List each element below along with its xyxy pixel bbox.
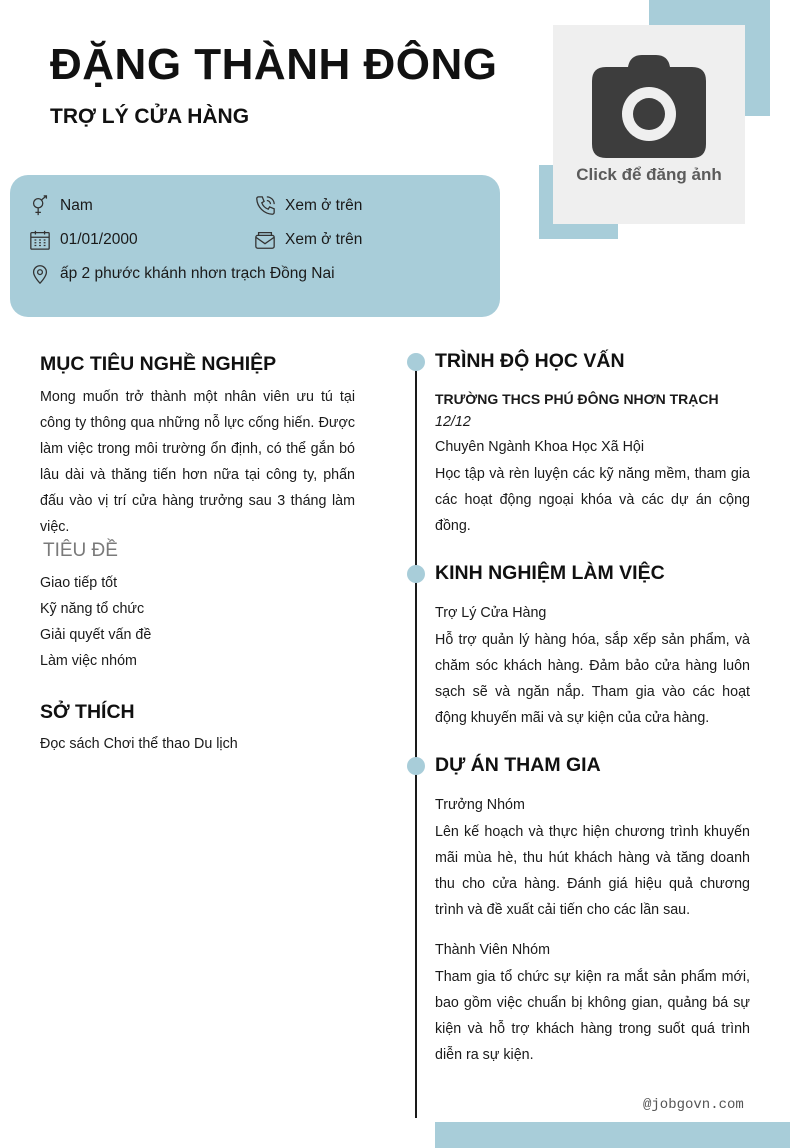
timeline-dot <box>407 757 425 775</box>
education-major: Chuyên Ngành Khoa Học Xã Hội <box>435 439 645 455</box>
phone-icon <box>254 195 276 217</box>
projects-heading: DỰ ÁN THAM GIA <box>435 754 601 776</box>
skill-item: Giao tiếp tốt <box>40 575 118 591</box>
watermark-text: @jobgovn.com <box>643 1097 744 1113</box>
project-role: Trưởng Nhóm <box>435 797 525 813</box>
camera-icon <box>592 55 706 158</box>
address-value: ấp 2 phước khánh nhơn trạch Đồng Nai <box>60 265 335 282</box>
info-phone <box>254 195 362 217</box>
skills-heading: TIÊU ĐỀ <box>43 540 118 561</box>
job-title: TRỢ LÝ CỬA HÀNG <box>50 105 250 128</box>
skill-item: Làm việc nhóm <box>40 653 137 669</box>
photo-upload-caption: Click để đăng ảnh <box>576 165 722 184</box>
info-address <box>29 263 335 285</box>
photo-upload-placeholder[interactable] <box>553 25 745 224</box>
location-pin-icon <box>29 263 51 285</box>
project-description: Lên kế hoạch và thực hiện chương trình khuyến mãi mùa hè, thu hút khách hàng và tăng doanh thu cho cửa hàng. Đánh giá hiệu quả chương trình và đề xuất cải tiến cho các lần sau. <box>435 824 750 918</box>
personal-info-card <box>10 175 500 317</box>
email-value: Xem ở trên <box>285 231 363 248</box>
experience-position: Trợ Lý Cửa Hàng <box>435 605 547 621</box>
timeline-dot <box>407 565 425 583</box>
education-description: Học tập và rèn luyện các kỹ năng mềm, tham gia các hoạt động ngoại khóa và các dự án cộng đồng. <box>435 466 750 534</box>
skill-item: Kỹ năng tổ chức <box>40 601 145 617</box>
timeline-dot <box>407 353 425 371</box>
email-icon <box>254 229 276 251</box>
hobbies-heading: SỞ THÍCH <box>40 701 135 723</box>
objective-text: Mong muốn trở thành một nhân viên ưu tú tại công ty thông qua những nỗ lực cống hiến. Được làm việc trong môi trường ổn định, có thể gắn bó lâu dài và thăng tiến hơn nữa tại công ty, phấn đấu vào vị trí cửa hàng trưởng sau 3 tháng làm việc. <box>40 389 355 535</box>
education-period: 12/12 <box>435 414 471 430</box>
skill-item: Giải quyết vấn đề <box>40 627 152 643</box>
education-heading: TRÌNH ĐỘ HỌC VẤN <box>435 350 625 372</box>
info-email <box>254 229 362 251</box>
decorative-block-bottom <box>435 1122 790 1148</box>
info-birthday <box>29 229 138 251</box>
experience-description: Hỗ trợ quản lý hàng hóa, sắp xếp sản phẩm, và chăm sóc khách hàng. Đảm bảo cửa hàng luôn sạch sẽ và ngăn nắp. Tham gia vào các hoạt động khuyến mãi và sự kiện của cửa hàng. <box>435 632 750 726</box>
timeline-line <box>415 361 417 1118</box>
phone-value: Xem ở trên <box>285 197 363 214</box>
gender-value: Nam <box>60 197 93 214</box>
info-gender <box>29 195 93 217</box>
gender-icon <box>29 195 51 217</box>
candidate-name: ĐẶNG THÀNH ĐÔNG <box>50 40 498 89</box>
experience-heading: KINH NGHIỆM LÀM VIỆC <box>435 562 665 584</box>
birthday-value: 01/01/2000 <box>60 231 138 248</box>
hobbies-text: Đọc sách Chơi thể thao Du lịch <box>40 736 238 752</box>
objective-heading: MỤC TIÊU NGHỀ NGHIỆP <box>40 353 277 375</box>
education-school: TRƯỜNG THCS PHÚ ĐÔNG NHƠN TRẠCH <box>435 391 719 407</box>
calendar-icon <box>29 229 51 251</box>
project-description: Tham gia tổ chức sự kiện ra mắt sản phẩm mới, bao gồm việc chuẩn bị không gian, quảng bá sự kiện và hỗ trợ khách hàng trong suốt quá trình diễn ra sự kiện. <box>435 969 750 1063</box>
project-role: Thành Viên Nhóm <box>435 942 550 958</box>
